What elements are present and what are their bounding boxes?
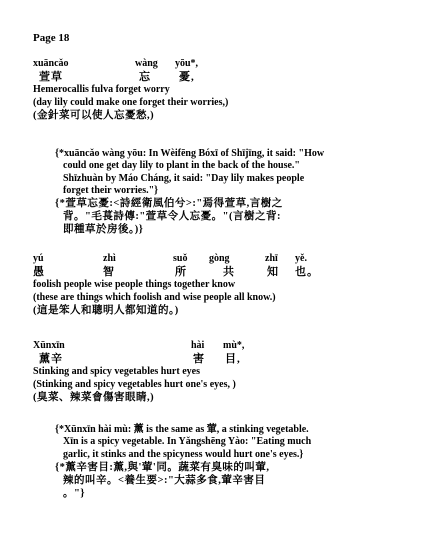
pinyin-word: mù*, bbox=[223, 340, 245, 351]
hanzi-word: 愚 bbox=[33, 266, 45, 278]
note-zh-line: {*萱草忘憂:<詩經衛風伯兮>:"焉得萱草,言樹之 bbox=[55, 198, 283, 210]
pinyin-line bbox=[33, 58, 403, 71]
pinyin-line bbox=[33, 253, 403, 266]
note-en-line: {*xuāncǎo wàng yōu: In Wèifēng Bóxī of Shījīng, it said: "How bbox=[55, 148, 325, 159]
note-en-line: {*Xūnxīn hài mù: 薰 is the same as 葷, a stinking vegetable. bbox=[55, 424, 309, 435]
note-en-line: Xīn is a spicy vegetable. In Yǎngshēng Yào: "Eating much bbox=[63, 436, 312, 448]
hanzi-word: 智 bbox=[103, 266, 115, 278]
verse-3-note bbox=[55, 424, 415, 500]
note-en-line: Shīzhuàn by Máo Cháng, it said: "Day lily makes people bbox=[63, 172, 305, 184]
pinyin-word: hài bbox=[191, 340, 205, 351]
note-en-line: garlic, it stinks and the spicyness would hurt one's eyes.} bbox=[63, 448, 304, 460]
note-zh-line: 即種草於房後。)} bbox=[63, 224, 144, 236]
note-en-line: forget their worries."} bbox=[63, 184, 159, 196]
hanzi-word: 憂, bbox=[179, 71, 195, 83]
pinyin-word: zhì bbox=[103, 253, 116, 264]
english-gloss: (Stinking and spicy vegetables hurt one's eyes, ) bbox=[33, 378, 236, 390]
hanzi-word: 知 bbox=[267, 266, 279, 278]
pinyin-word: gòng bbox=[209, 253, 230, 264]
hanzi-word: 萱草 bbox=[39, 71, 63, 83]
pinyin-word: Xūnxīn bbox=[33, 340, 65, 351]
hanzi-word: 所 bbox=[175, 266, 187, 278]
hanzi-word: 薰辛 bbox=[39, 353, 63, 365]
hanzi-line bbox=[33, 71, 403, 84]
pinyin-word: zhī bbox=[265, 253, 278, 264]
hanzi-word: 也。 bbox=[295, 266, 319, 278]
note-zh-line: 背。"毛萇詩傳:"萱草令人忘憂。"(言樹之背: bbox=[63, 211, 281, 223]
pinyin-word: xuāncǎo bbox=[33, 58, 69, 69]
english-literal: Hemerocallis fulva forget worry bbox=[33, 84, 170, 95]
verse-1-note bbox=[55, 148, 415, 236]
verse-1 bbox=[33, 58, 403, 122]
pinyin-word: wàng bbox=[135, 58, 158, 69]
hanzi-word: 忘 bbox=[139, 71, 151, 83]
pinyin-word: yú bbox=[33, 253, 44, 264]
pinyin-word: yě. bbox=[295, 253, 307, 264]
page-number: Page 18 bbox=[33, 32, 70, 44]
chinese-gloss: (金針菜可以使人忘憂愁,) bbox=[33, 110, 155, 121]
hanzi-word: 害 bbox=[193, 353, 205, 365]
note-zh-line: {*薰辛害目:薰,與'葷'同。蔬菜有臭味的叫葷, bbox=[55, 461, 270, 473]
hanzi-line bbox=[33, 266, 403, 279]
chinese-gloss: (這是笨人和聰明人都知道的。) bbox=[33, 305, 179, 316]
note-zh-line: 。"} bbox=[63, 487, 85, 499]
pinyin-word: yōu*, bbox=[175, 58, 199, 69]
chinese-gloss: (臭菜、辣菜會傷害眼睛,) bbox=[33, 392, 155, 403]
hanzi-word: 目, bbox=[225, 353, 241, 365]
pinyin-line bbox=[33, 340, 403, 353]
english-literal: Stinking and spicy vegetables hurt eyes bbox=[33, 366, 200, 377]
note-en-line: could one get day lily to plant in the back of the house." bbox=[63, 160, 300, 172]
english-literal: foolish people wise people things together know bbox=[33, 279, 236, 290]
note-zh-line: 辣的叫辛。<養生要>:"大蒜多食,葷辛害目 bbox=[63, 474, 266, 486]
english-gloss: (these are things which foolish and wise people all know.) bbox=[33, 291, 276, 303]
hanzi-word: 共 bbox=[223, 266, 235, 278]
pinyin-word: suǒ bbox=[173, 253, 188, 264]
english-gloss: (day lily could make one forget their worries,) bbox=[33, 96, 229, 108]
verse-2 bbox=[33, 253, 403, 317]
hanzi-line bbox=[33, 353, 403, 366]
verse-3 bbox=[33, 340, 403, 404]
